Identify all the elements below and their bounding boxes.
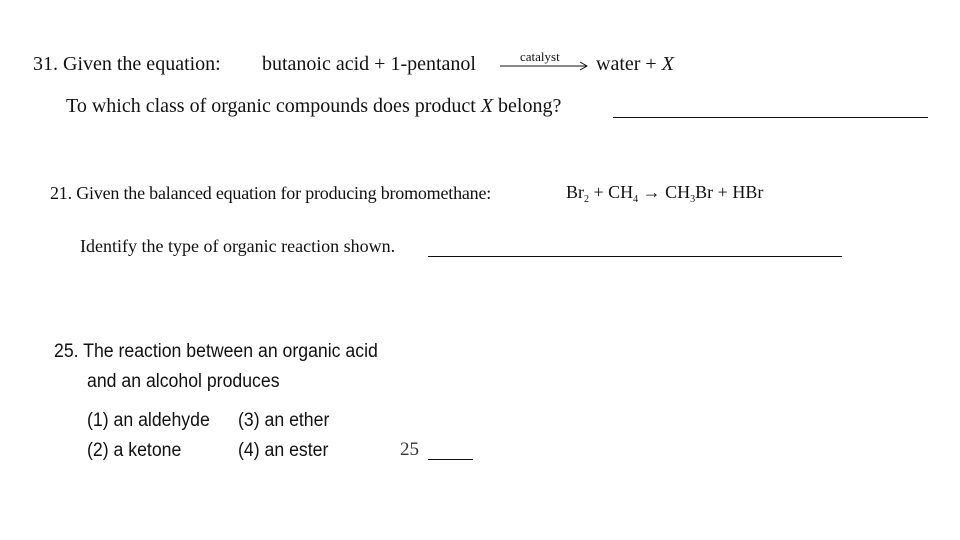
q31-prompt-x: X (480, 95, 494, 117)
q21-products: Br + HBr (695, 182, 764, 202)
q31-catalyst-label: catalyst (520, 49, 560, 64)
q25-answer-line[interactable] (428, 459, 473, 460)
q31-reactants: butanoic acid + 1-pentanol (262, 53, 476, 75)
q21-heading: 21. Given the balanced equation for producing bromomethane: (50, 183, 492, 203)
q21-br: Br (566, 182, 584, 202)
q25-choice-3[interactable]: (3) an ether (238, 410, 330, 431)
q21-ch3-subscript: 3 (690, 194, 696, 205)
q31-products-text: water + (596, 53, 662, 75)
q31-heading: 31. Given the equation: (33, 53, 221, 75)
q25-stem-line1: 25. The reaction between an organic acid (54, 341, 378, 362)
q21-arrow-ch: → CH (638, 182, 691, 202)
q25-choice-1[interactable]: (1) an aldehyde (87, 410, 210, 431)
q25-stem-line2: and an alcohol produces (87, 371, 280, 392)
q31-prompt-start: To which class of organic compounds does product (66, 95, 481, 117)
q25-answer-number: 25 (400, 439, 419, 460)
reaction-arrow-icon (500, 61, 590, 71)
q31-prompt-end: belong? (493, 95, 562, 117)
q31-products (596, 53, 674, 76)
q21-answer-line[interactable] (428, 256, 842, 257)
q21-prompt: Identify the type of organic reaction shown. (80, 236, 396, 256)
q31-prompt (66, 95, 561, 118)
q21-ch-subscript: 4 (633, 194, 639, 205)
q21-br-subscript: 2 (584, 194, 589, 205)
q21-plus-ch: + CH (589, 182, 634, 202)
q25-choice-4[interactable]: (4) an ester (238, 440, 329, 461)
q21-equation (566, 182, 763, 205)
q25-choice-2[interactable]: (2) a ketone (87, 440, 182, 461)
q31-answer-line[interactable] (613, 117, 928, 118)
q31-product-x: X (661, 53, 674, 75)
